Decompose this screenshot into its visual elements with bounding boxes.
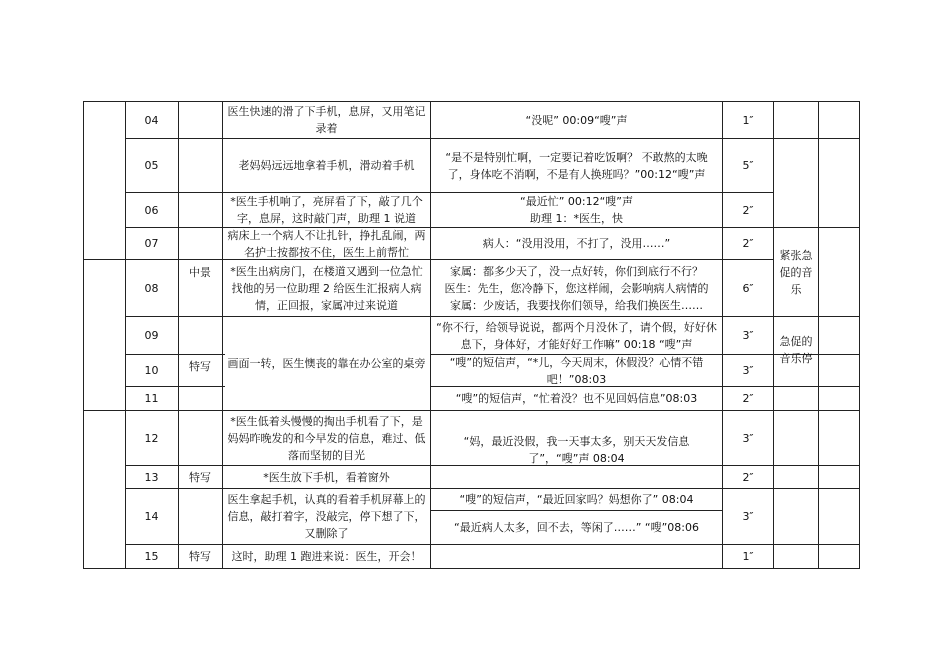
shot-number: 05 <box>144 159 159 172</box>
shot-duration: 2″ <box>742 392 754 405</box>
dialogue-line: 家属：都多少天了，没一点好转，你们到底行不行？ <box>450 264 703 278</box>
shot-duration: 3″ <box>742 329 754 342</box>
rule <box>83 101 84 569</box>
shot-duration: 3″ <box>742 510 754 523</box>
shot-duration: 6″ <box>742 281 754 295</box>
shot-number: 11 <box>144 392 159 405</box>
shot-duration: 2″ <box>742 203 754 217</box>
shot-description: *医生放下手机，看着窗外 <box>263 470 390 484</box>
shot-description: 这时，助理 1 跑进来说：医生，开会！ <box>231 550 422 563</box>
shot-number: 09 <box>144 329 159 342</box>
shot-dialogue <box>431 193 722 227</box>
shot-duration: 1″ <box>742 550 754 563</box>
shot-duration: 5″ <box>742 159 754 172</box>
dialogue-line: 助理 1：*医生，快 <box>530 212 623 225</box>
shot-number: 10 <box>144 364 159 377</box>
shot-dialogue: “你不行，给领导说说，都两个月没休了，请个假，好好休息下，身体好，才能好好工作嘛” 00:18 “嗖”声 <box>436 320 717 351</box>
shot-description: 老妈妈远远地拿着手机，滑动着手机 <box>238 159 415 172</box>
shot-number: 14 <box>144 510 159 523</box>
shot-duration: 3″ <box>742 431 754 445</box>
shot-number: 13 <box>144 470 159 484</box>
shot-description: 医生快速的滑了下手机，息屏，又用笔记录着 <box>227 105 426 135</box>
dialogue-line: 家属：少废话，我要找你们领导，给我们换医生…… <box>450 298 703 312</box>
music-note: 急促的音乐停 <box>779 335 813 365</box>
shot-dialogue: “没呢” 00:09“嗖”声 <box>525 113 628 127</box>
shot-duration: 2″ <box>742 237 754 250</box>
music-note: 紧张急促的音乐 <box>779 248 813 296</box>
rule <box>818 101 819 569</box>
shot-description: *医生出病房门，在楼道又遇到一位急忙找他的另一位助理 2 给医生汇报病人病情，正回报，家属冲过来说道 <box>230 264 423 312</box>
shot-description: *医生手机响了，亮屏看了下，敲了几个字，息屏，这时敲门声，助理 1 说道 <box>230 195 423 225</box>
shot-type: 特写 <box>189 550 211 563</box>
shot-number: 12 <box>144 431 159 445</box>
shot-number: 07 <box>144 237 159 250</box>
rule <box>83 568 859 569</box>
rule <box>178 101 179 569</box>
shot-dialogue: 病人：“没用没用，不打了，没用……” <box>482 237 671 250</box>
shot-duration: 2″ <box>742 470 754 484</box>
shot-dialogue: “嗖”的短信声，“最近回家吗？妈想你了” 08:04 <box>459 493 694 506</box>
shot-duration: 3″ <box>742 364 754 377</box>
shot-dialogue: “嗖”的短信声，“*儿，今天周末，休假没？心情不错吧！”08:03 <box>449 355 704 386</box>
dialogue-line: “最近忙” 00:12“嗖”声 <box>520 195 633 208</box>
shot-type: 特写 <box>189 359 211 373</box>
shot-description: 画面一转，医生懊丧的靠在办公室的桌旁 <box>227 357 426 370</box>
shot-dialogue: “妈，最近没假，我一天事太多，别天天发信息了”，“嗖”声 08:04 <box>463 434 690 465</box>
shot-dialogue: “嗖”的短信声，“忙着没？也不见回妈信息”08:03 <box>455 392 698 405</box>
shot-number: 08 <box>144 281 159 295</box>
shot-description: 医生拿起手机，认真的看着手机屏幕上的信息，敲打着字，没敲完，停下想了下，又删除了 <box>227 493 426 540</box>
shot-description: 病床上一个病人不让扎针，挣扎乱闹，两名护士按都按不住，医生上前帮忙 <box>227 228 426 259</box>
shot-type: 特写 <box>189 470 211 484</box>
rule <box>859 101 860 569</box>
shot-type: 中景 <box>189 265 211 279</box>
shot-number: 04 <box>144 113 159 127</box>
shot-number: 06 <box>144 203 159 217</box>
shot-dialogue <box>431 260 722 316</box>
shot-dialogue: “是不是特别忙啊，一定要记着吃饭啊？ 不敢熬的太晚了，身体吃不消啊，不是有人换班吗？”00:12“嗖”声 <box>445 150 708 181</box>
shot-dialogue: “最近病人太多，回不去，等闲了……” “嗖”08:06 <box>454 521 699 534</box>
shot-number: 15 <box>144 550 159 563</box>
shot-duration: 1″ <box>742 113 754 127</box>
dialogue-line: 医生：先生，您冷静下，您这样闹，会影响病人病情的 <box>444 281 709 295</box>
shot-description: *医生低着头慢慢的掏出手机看了下，是妈妈昨晚发的和今早发的信息，难过、低落而坚韧的目光 <box>227 414 426 462</box>
